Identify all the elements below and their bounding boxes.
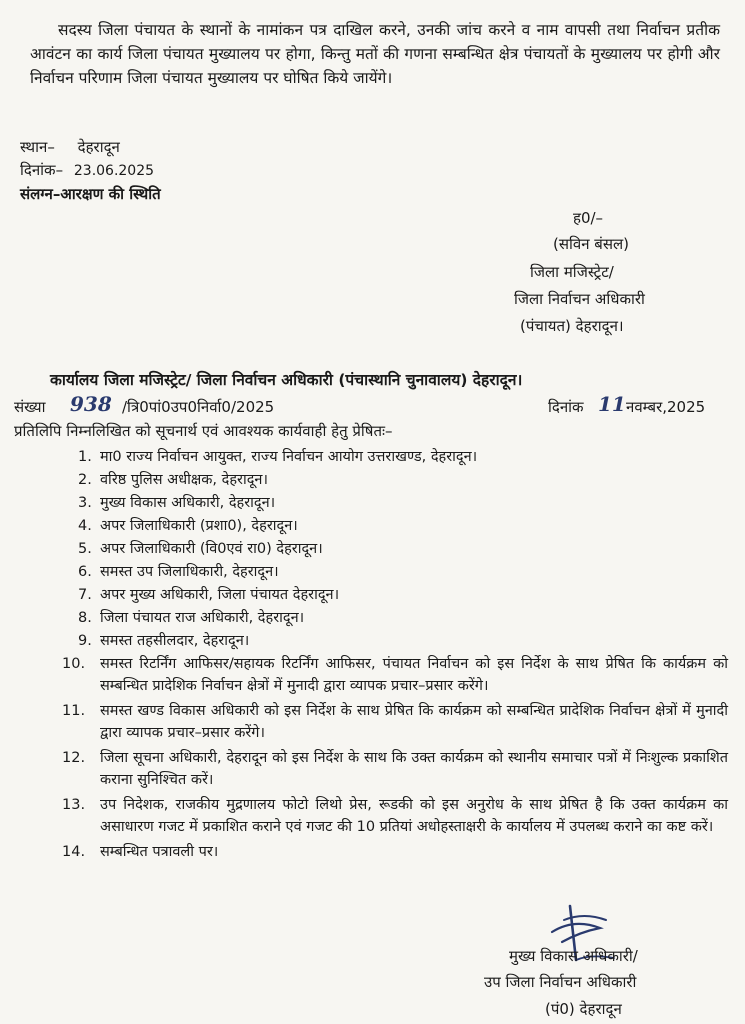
- intro-paragraph: सदस्य जिला पंचायत के स्थानों के नामांकन पत्र दाखिल करने, उनकी जांच करने व नाम वापसी तथा निर्वाचन प्रतीक आवंटन का कार्य जिला पंचायत मुख्यालय पर होगा, किन्तु मतों की गणना सम्बन्धित क्षेत्र पंचायतों के मुख्यालय पर होगी और निर्वाचन परिणाम जिला पंचायत मुख्यालय पर घोषित किये जायेंगे।: [30, 20, 720, 87]
- ref-number-handwritten: 938: [70, 392, 112, 416]
- list-item: 4. अपर जिलाधिकारी (प्रशा0), देहरादून।: [78, 518, 298, 534]
- date-value: 23.06.2025: [73, 163, 155, 179]
- list-item: 10. समस्त रिटर्निंग आफिसर/सहायक रिटर्निंग आफिसर, पंचायत निर्वाचन को इस निर्देश के साथ प्रेषित कि कार्यक्रम को सम्बन्धित प्रादेशिक निर्वाचन क्षेत्रों में मुनादी द्वारा व्यापक प्रचार–प्रसार करेंगे।: [62, 656, 728, 694]
- date-label: दिनांक–: [20, 161, 64, 179]
- signatory1-designation3: (पंचायत) देहरादून।: [520, 317, 624, 335]
- office-heading: कार्यालय जिला मजिस्ट्रेट/ जिला निर्वाचन अधिकारी (पंचास्थानि चुनावालय) देहरादून।: [50, 371, 523, 389]
- list-item: 11. समस्त खण्ड विकास अधिकारी को इस निर्देश के साथ प्रेषित कि कार्यक्रम को सम्बन्धित प्रादेशिक निर्वाचन क्षेत्रों में मुनादी द्वारा व्यापक प्रचार–प्रसार करेंगे।: [62, 703, 728, 741]
- list-item: 8. जिला पंचायत राज अधिकारी, देहरादून।: [78, 610, 305, 626]
- list-item: 12. जिला सूचना अधिकारी, देहरादून को इस निर्देश के साथ कि उक्त कार्यक्रम को स्थानीय समाचार पत्रों में निःशुल्क प्रकाशित कराना सुनिश्चित करें।: [62, 750, 728, 788]
- ref-date-suffix: नवम्बर,2025: [626, 398, 706, 416]
- signatory1-designation2: जिला निर्वाचन अधिकारी: [514, 290, 645, 308]
- signatory1-designation1: जिला मजिस्ट्रेट/: [530, 263, 614, 281]
- signatory2-designation3: (पं0) देहरादून: [545, 1000, 622, 1018]
- list-item: 9. समस्त तहसीलदार, देहरादून।: [78, 633, 250, 649]
- date-line: [20, 159, 154, 183]
- signatory2-designation1: मुख्य विकास अधिकारी/: [509, 947, 638, 965]
- list-item: 14. सम्बन्धित पत्रावली पर।: [62, 844, 219, 860]
- list-item: 2. वरिष्ठ पुलिस अधीक्षक, देहरादून।: [78, 472, 268, 488]
- list-item: 3. मुख्य विकास अधिकारी, देहरादून।: [78, 495, 276, 511]
- list-item: 7. अपर मुख्य अधिकारी, जिला पंचायत देहरादून।: [78, 587, 340, 603]
- signatory1-name: (सविन बंसल): [553, 235, 630, 253]
- list-item: 6. समस्त उप जिलाधिकारी, देहरादून।: [78, 564, 279, 580]
- ref-date-label: दिनांक: [548, 398, 584, 416]
- ref-date-handwritten: 11: [598, 392, 626, 416]
- copy-intro: प्रतिलिपि निम्नलिखित को सूचनार्थ एवं आवश्यक कार्यवाही हेतु प्रेषितः–: [14, 422, 393, 440]
- list-item: 5. अपर जिलाधिकारी (वि0एवं रा0) देहरादून।: [78, 541, 323, 557]
- ref-suffix: /त्रि0पां0उप0निर्वा0/2025: [122, 398, 275, 416]
- list-item: 1. मा0 राज्य निर्वाचन आयुक्त, राज्य निर्वाचन आयोग उत्तराखण्ड, देहरादून।: [78, 449, 478, 465]
- list-item: 13. उप निदेशक, राजकीय मुद्रणालय फोटो लिथो प्रेस, रूडकी को इस अनुरोध के साथ प्रेषित है कि उक्त कार्यक्रम का असाधारण गजट में प्रकाशित कराने एवं गजट की 10 प्रतियां अधोहस्ताक्षरी के कार्यालय में उपलब्ध कराने का कष्ट करें।: [62, 797, 728, 835]
- place-value: देहरादून: [77, 138, 120, 156]
- enclosure-line: संलग्न–आरक्षण की स्थिति: [20, 185, 161, 203]
- copy-list: [62, 446, 728, 863]
- signatory2-designation2: उप जिला निर्वाचन अधिकारी: [484, 973, 637, 991]
- place-label: स्थान–: [20, 138, 55, 156]
- signatory1-sd: ह0/–: [573, 209, 604, 227]
- ref-label: संख्या: [14, 398, 46, 416]
- place-line: [20, 136, 120, 159]
